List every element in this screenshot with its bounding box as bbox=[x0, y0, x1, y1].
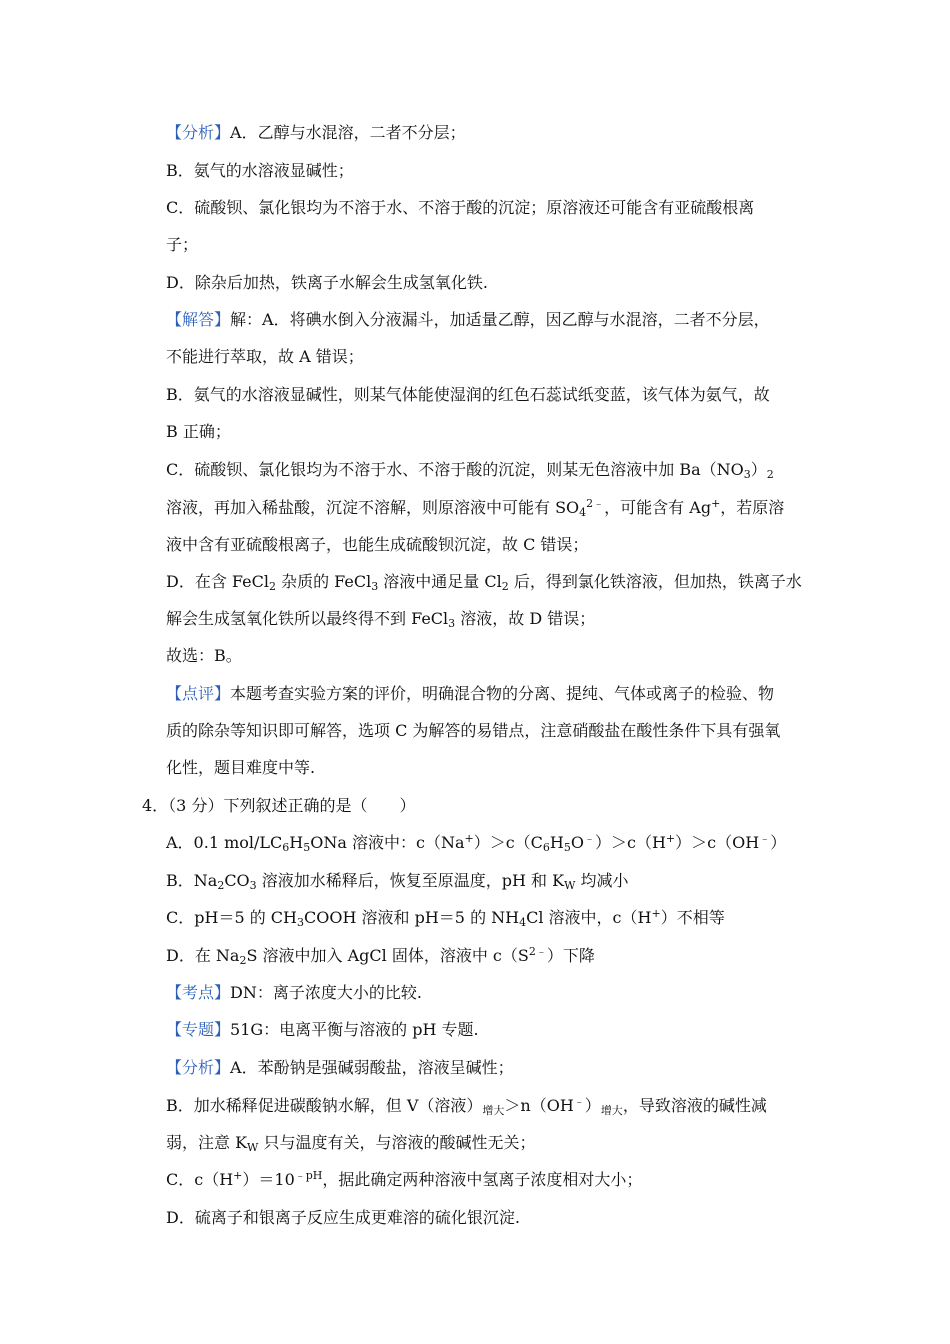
analysis-line-a: 【分析】A．乙醇与水混溶，二者不分层； bbox=[166, 123, 466, 142]
answer-line-d1: D．在含 FeCl$_2$ 杂质的 FeCl$_3$ 溶液中通足量 $Cl_2$ 后，得到氯化铁溶液，但加热，铁离子水 bbox=[166, 572, 802, 593]
analysis2-line-b2: 弱，注意 $K_W$ 只与温度有关，与溶液的酸碱性无关； bbox=[166, 1133, 536, 1154]
analysis-line-c2: 子； bbox=[166, 235, 199, 254]
analysis2-line-b1: B．加水稀释促进碳酸钠水解，但 V（溶液）增大＞n（OH﹣）增大，导致溶液的碱性减 bbox=[166, 1095, 767, 1117]
answer-line-c2: 溶液，再加入稀盐酸，沉淀不溶解，则原溶液中可能有 $SO_4^{2﹣}$，可能含有 Ag+，若原溶 bbox=[166, 497, 785, 519]
analysis2-line-a: 【分析】A．苯酚钠是强碱弱酸盐，溶液呈碱性； bbox=[166, 1058, 514, 1077]
question-4-option-d: D．在 $Na_2S$ 溶液中加入 AgCl 固体，溶液中 $c(S^{2﹣})$下降 bbox=[166, 945, 595, 967]
question-4-stem: 4．（3 分）下列叙述正确的是（ ） bbox=[142, 796, 416, 815]
review-tag: 【点评】 bbox=[166, 684, 231, 703]
question-4-option-b: B．$Na_2CO_3$ 溶液加水稀释后，恢复至原温度，pH 和 $K_W$ 均减小 bbox=[166, 871, 629, 892]
kaodian-line: 【考点】DN：离子浓度大小的比较. bbox=[166, 983, 422, 1002]
analysis-line-b: B．氨气的水溶液显碱性； bbox=[166, 161, 354, 180]
answer-choice: 故选：B。 bbox=[166, 646, 242, 665]
answer-tag: 【解答】 bbox=[166, 310, 231, 329]
analysis-line-c1: C．硫酸钡、氯化银均为不溶于水、不溶于酸的沉淀；原溶液还可能含有亚硫酸根离 bbox=[166, 198, 755, 217]
answer-line-d2: 解会生成氢氧化铁所以最终得不到 FeCl$_3$ 溶液，故 D 错误； bbox=[166, 609, 596, 630]
zhuanti-line: 【专题】51G：电离平衡与溶液的 pH 专题. bbox=[166, 1020, 479, 1039]
analysis2-line-c: C．$c(H^+)=10^{﹣pH}$，据此确定两种溶液中氢离子浓度相对大小； bbox=[166, 1169, 643, 1189]
analysis-line-d: D．除杂后加热，铁离子水解会生成氢氧化铁. bbox=[166, 273, 488, 292]
kaodian-tag: 【考点】 bbox=[166, 983, 231, 1002]
answer-line-c3: 液中含有亚硫酸根离子，也能生成硫酸钡沉淀，故 C 错误； bbox=[166, 535, 589, 554]
answer-line-b2: B 正确； bbox=[166, 422, 231, 441]
question-4-option-c: C．pH＝5 的 $CH_3COOH$ 溶液和 pH＝5 的 $NH_4Cl$ 溶液中，c（H+）不相等 bbox=[166, 907, 725, 929]
answer-line-b1: B．氨气的水溶液显碱性，则某气体能使湿润的红色石蕊试纸变蓝，该气体为氨气，故 bbox=[166, 385, 770, 404]
analysis2-line-d: D．硫离子和银离子反应生成更难溶的硫化银沉淀. bbox=[166, 1208, 520, 1227]
review-line-2: 质的除杂等知识即可解答，选项 C 为解答的易错点，注意硝酸盐在酸性条件下具有强氧 bbox=[166, 721, 781, 740]
analysis2-tag: 【分析】 bbox=[166, 1058, 231, 1077]
analysis-tag: 【分析】 bbox=[166, 123, 231, 142]
question-4-option-a: A．0.1 mol/$LC_6H_5ONa$ 溶液中：$c(Na^+)>c(C_6H_5O^﹣)>c(H^+)>c(OH^﹣)$ bbox=[166, 832, 787, 854]
review-line-1: 【点评】本题考查实验方案的评价，明确混合物的分离、提纯、气体或离子的检验、物 bbox=[166, 684, 775, 703]
answer-line-a2: 不能进行萃取，故 A 错误； bbox=[166, 347, 364, 366]
answer-line-c1: C．硫酸钡、氯化银均为不溶于水、不溶于酸的沉淀，则某无色溶液中加 $Ba(NO_3)_2$ bbox=[166, 460, 774, 481]
review-line-3: 化性，题目难度中等. bbox=[166, 758, 316, 777]
answer-line-a1: 【解答】解：A．将碘水倒入分液漏斗，加适量乙醇，因乙醇与水混溶，二者不分层， bbox=[166, 310, 770, 329]
zhuanti-tag: 【专题】 bbox=[166, 1020, 231, 1039]
